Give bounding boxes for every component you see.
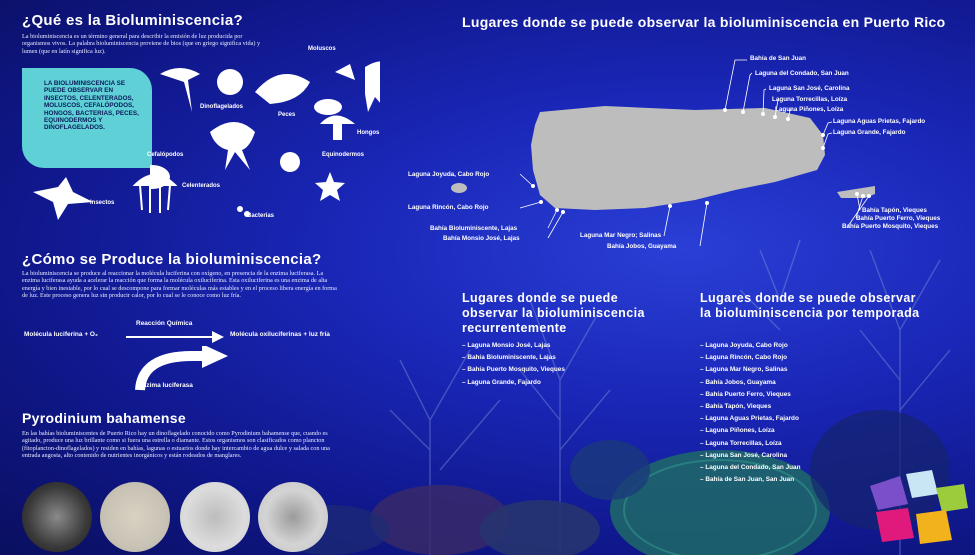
logo (866, 470, 971, 545)
jellyfish-illustration (130, 165, 180, 215)
map-label-monsio-jose: Bahía Monsio José, Lajas (443, 235, 520, 242)
logo-magenta-piece (876, 508, 914, 542)
list-item: – Laguna Monsio José, Lajas (462, 342, 551, 349)
list-item: – Bahía Tapón, Vieques (700, 403, 772, 411)
echinoderm-urchin-icon (280, 152, 300, 172)
map-label-aguas-prietas: Laguna Aguas Prietas, Fajardo (833, 118, 926, 125)
mushroom-icon (320, 116, 355, 141)
mona-island (451, 183, 467, 193)
map-label-mar-negro: Laguna Mar Negro; Salinas (580, 232, 662, 239)
micrograph-2 (100, 482, 170, 552)
label-bacterias: Bacterias (247, 213, 275, 219)
micrograph-3 (180, 482, 250, 552)
list-item: – Laguna Rincón, Cabo Rojo (700, 354, 787, 362)
list-item: – Laguna San José, Carolina (700, 451, 788, 459)
map-label-puerto-ferro: Bahía Puerto Ferro, Vieques (856, 215, 941, 222)
map-label-puerto-mosquito: Bahía Puerto Mosquito, Vieques (842, 223, 939, 230)
octopus-icon (365, 61, 380, 112)
list-item: – Laguna Torrecillas, Loíza (700, 439, 782, 447)
label-hongos: Hongos (357, 130, 380, 136)
list-item: – Bahía Jobos, Guayama (700, 378, 776, 386)
starfish-icon (315, 172, 345, 201)
section3-paragraph: En las bahías bioluminiscentes de Puerto Rico hay un dinoflagelado conocido como Pyrodinium bahamense que, cuando es agitado, produce una luz brillante como si fuera una estrella o diamante. Estos organismos son clasificados como plancton (fitoplancton-dinoflagelados) y residen en bahías, lagunas o estuarios donde hay intercambio de agua dulce y salada con una entrada angosta, alto contenido de nutrientes inorgánicos y están rodeados de manglares. (22, 430, 330, 459)
map-label-tapon: Bahía Tapón, Vieques (862, 207, 927, 214)
map-label-rincon: Laguna Rincón, Cabo Rojo (408, 204, 489, 211)
pr-main-island (531, 106, 825, 210)
jellyfish-icon (135, 175, 175, 213)
reactants-label: Molécula luciferina + O₂ (24, 331, 98, 338)
bacteria-icon (237, 206, 243, 212)
logo-yellow-piece (916, 510, 952, 544)
map-label-laguna-grande: Laguna Grande, Fajardo (833, 129, 906, 136)
list-item: – Laguna Piñones, Loíza (700, 427, 775, 435)
label-equinodermos: Equinodermos (322, 152, 365, 158)
insect-illustration (28, 172, 98, 222)
list-item: – Bahía Puerto Ferro, Vieques (700, 390, 791, 398)
label-celenterados: Celenterados (182, 183, 221, 189)
map-label-torrecillas: Laguna Torrecillas, Loíza (772, 96, 848, 103)
list-item: – Laguna del Condado, San Juan (700, 464, 801, 472)
products-label: Molécula oxiluciferinas + luz fría (230, 331, 330, 338)
micrograph-4 (258, 482, 328, 552)
list-item: – Laguna Grande, Fajardo (462, 378, 541, 386)
logo-green-piece (936, 484, 968, 512)
map-label-san-jose: Laguna San José, Carolina (769, 85, 850, 92)
map-label-joyuda: Laguna Joyuda, Cabo Rojo (408, 171, 490, 178)
section1-paragraph: La bioluminiscencia es un término general para describir la emisión de luz producida por organismos vivos. La palabra bioluminiscencia proviene de bios (que en griego significa vida) y lumen (que en latín significa luz). (22, 33, 261, 55)
section2-paragraph: La bioluminiscencia se produce al reaccionar la molécula luciferina con oxígeno, en presencia de la enzima luciferasa. La enzima luciferasa ayuda a acelerar la reacción que forma la molécula oxiluciferina. Esta oxiluciferina es una enzima de alta energía y bien inestable, por lo cual se descompone para formar moléculas más estables y en el proceso libera energía en forma de luz. Este proceso genera luz sin producir calor, por lo cual se le conoce como luz fría. (22, 270, 337, 299)
recurrent-list (462, 340, 565, 389)
label-moluscos: Moluscos (308, 46, 336, 52)
recurrent-title: Lugares donde se puede observar la bioluminiscencia recurrentemente (462, 291, 645, 335)
logo-lightblue-piece (906, 470, 938, 498)
firefly-icon (33, 177, 93, 220)
anglerfish-icon (255, 74, 310, 104)
list-item: – Bahía Bioluminiscente, Lajas (462, 354, 556, 362)
map-label-jobos: Bahía Jobos, Guayama (607, 243, 677, 250)
reaction-label: Reacción Química (136, 320, 193, 327)
map-title: Lugares donde se puede observar la bioluminiscencia en Puerto Rico (462, 14, 946, 30)
map-label-pinones: Laguna Piñones, Loíza (775, 106, 844, 113)
logo-purple-piece (870, 476, 908, 510)
section3-title: Pyrodinium bahamense (22, 410, 186, 426)
section2-title: ¿Cómo se Produce la bioluminiscencia? (22, 251, 322, 268)
list-item: – Bahía de San Juan, San Juan (700, 476, 795, 484)
organisms-box-text: LA BIOLUMINISCENCIA SE PUEDE OBSERVAR EN INSECTOS, CELENTERADOS, MOLUSCOS, CEFALÓPODOS, HONGOS, BACTERIAS, PECES, EQUINODERMOS Y DINOFLAGELADOS. (44, 80, 139, 132)
seasonal-title: Lugares donde se puede observar la bioluminiscencia por temporada (700, 291, 920, 320)
label-dinoflagelados: Dinoflagelados (200, 104, 244, 110)
organisms-illustrations (150, 52, 380, 222)
section1-title: ¿Qué es la Bioluminiscencia? (22, 12, 243, 29)
seasonal-list (700, 340, 801, 486)
label-insectos: Insectos (90, 200, 115, 206)
map-label-bahia-san-juan: Bahía de San Juan (750, 55, 806, 62)
dinoflagellate-icon (217, 69, 243, 95)
mollusk-icon (335, 64, 355, 80)
squid-icon (160, 68, 200, 112)
reaction-arrow (126, 330, 218, 342)
cephalopod-icon (210, 122, 255, 170)
map-label-bahia-bioluminiscente: Bahía Bioluminiscente, Lajas (430, 225, 518, 232)
label-peces: Peces (278, 112, 296, 118)
label-cefalopodos: Cefalópodos (147, 152, 184, 158)
list-item: – Laguna Mar Negro, Salinas (700, 366, 788, 374)
map-label-condado: Laguna del Condado, San Juan (755, 70, 849, 77)
list-item: – Laguna Aguas Prietas, Fajardo (700, 415, 799, 423)
micrograph-1 (22, 482, 92, 552)
fish-icon (314, 99, 342, 115)
enzyme-label: Enzima luciferasa (138, 382, 193, 389)
list-item: – Bahía Puerto Mosquito, Vieques (462, 366, 565, 374)
list-item: – Laguna Joyuda, Cabo Rojo (700, 342, 788, 349)
